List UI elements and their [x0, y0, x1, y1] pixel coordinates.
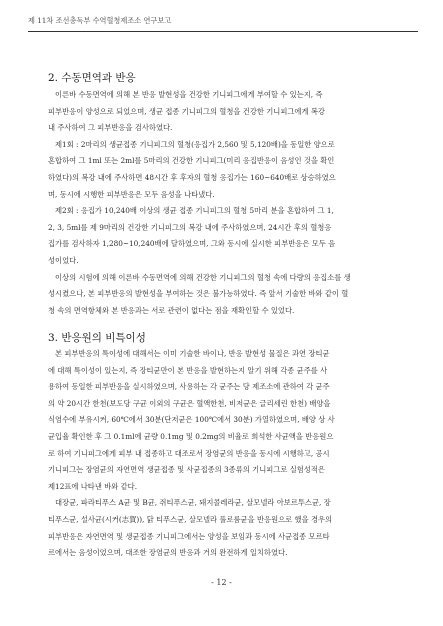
paragraph-line: 의 약 20시간 한천(보도당 구균 이외의 구균은 혈액한천, 비저균은 글리세린 한천) 배양을 [48, 398, 331, 408]
paragraph-line: 이른바 수동면역에 의해 본 반응 발현성을 건강한 기니피그에게 부여할 수 있는지, 즉 [55, 90, 323, 99]
paragraph-line: 제2회 : 응집가 10,240배 이상의 생균 접종 기니피그의 혈청 5마리 분을 혼합하여 그 1, [55, 206, 334, 216]
header-divider [28, 31, 418, 32]
paragraph-line: 성시켰으나, 본 피부반응의 발현성을 부여하는 것은 불가능하였다. 즉 앞서 기술한 바와 같이 혈 [48, 289, 349, 299]
paragraph-line: 르에서는 음성이었으며, 대조한 장염균의 반응과 거의 완전하게 일치하였다. [48, 548, 288, 558]
page-number: - 12 - [211, 578, 232, 587]
paragraph-line: 2, 3, 5ml를 제 9마리의 건강한 기니피그의 복강 내에 주사하였으며, 24시간 후의 혈청응 [48, 222, 332, 232]
paragraph-line: 이상의 시험에 의해 이른바 수동면역에 의해 건강한 기니피그의 혈청 속에 다량의 응집소를 생 [55, 272, 351, 282]
section-heading-passive-immunity: 2. 수동면역과 반응 [48, 72, 136, 84]
paragraph-line: 피부반응은 자연면역 및 생균접종 기니피그에서는 양성을 보임과 동시에 사균접종 모르타 [48, 531, 330, 541]
paragraph-line: 며, 동시에 시행한 피부반응은 모두 음성을 나타냈다. [48, 189, 215, 199]
paragraph-line: 피부반응이 양성으로 되었으며, 생균 접종 기니피그의 혈청을 건강한 기니피그에게 복강 [48, 106, 325, 116]
paragraph-line: 본 피부반응의 특이성에 대해서는 이미 기술한 바이나, 반응 발현성 물질은 과연 장티균 [55, 349, 330, 358]
paragraph-line: 에 대해 특이성이 있는지, 즉 장티균만이 본 반응을 발현하는지 알기 위해 각종 균주를 사 [48, 365, 328, 375]
paragraph-line: 제12표에 나타낸 바와 같다. [48, 481, 138, 491]
paragraph-line: 하였다)의 복강 내에 주사하면 48시간 후 후자의 혈청 응집가는 160~640배로 상승하였으 [48, 172, 336, 182]
paragraph-line: 내 주사하여 그 피부반응을 검사하였다. [48, 123, 173, 133]
paragraph-line: 로 하여 기니피그에게 피부 내 접종하고 대조로서 장염균의 반응을 동시에 시행하고, 공시 [48, 448, 330, 458]
paragraph-line: 제1회 : 2마리의 생균접종 기니피그의 혈청(응집가 2,560 및 5,120배)을 동일한 양으로 [55, 139, 335, 149]
section-heading-nonspecificity: 3. 반응원의 비특이성 [48, 332, 146, 344]
paragraph-line: 균입율 확인한 후 그 0.1ml에 균량 0.1mg 및 0.2mg의 비율로 희석한 사균액을 반응원으 [48, 431, 334, 441]
paragraph-line: 기니피그는 장염균의 자연면역 생균접종 및 사균접종의 3종류의 기니피그로 실험성적은 [48, 465, 325, 475]
running-header: 제 11차 조선총독부 수역혈청제조소 연구보고 [28, 16, 172, 25]
paragraph-line: 식염수에 부유시켜, 60℃에서 30분(단저균은 100℃에서 30분) 가열하였으며, 배양 상 사 [48, 415, 335, 425]
paragraph-line: 성이었다. [48, 255, 79, 265]
paragraph-line: 대장균, 파라티푸스 A균 및 B균, 쥐티푸스균, 돼지콜레라균, 살모넬라 아보르투스균, 장 [55, 498, 331, 508]
paragraph-line: 혼합하여 그 1ml 또는 2ml를 5마리의 건강한 기니피그(미리 응집반응이 음성인 것을 확인 [48, 156, 335, 166]
paragraph-line: 집가를 검사하자 1,280~10,240배에 달하였으며, 그와 동시에 실시한 피부반응은 모두 음 [48, 239, 336, 249]
paragraph-line: 티푸스균, 설사균(시커(志賀)), 닭 티푸스균, 살모넬라 풀로룸균을 반응원으로 했을 경우의 [48, 514, 333, 524]
paragraph-line: 청 속의 면역항체와 본 반응과는 서로 관련이 없다는 점을 재확인할 수 있었다. [48, 305, 295, 315]
section-body-passive-immunity [48, 87, 396, 319]
paragraph-line: 용하여 동일한 피부반응을 실시하였으며, 사용하는 각 균주는 당 제조소에 관하여 각 균주 [48, 382, 330, 392]
section-body-nonspecificity [48, 346, 396, 562]
